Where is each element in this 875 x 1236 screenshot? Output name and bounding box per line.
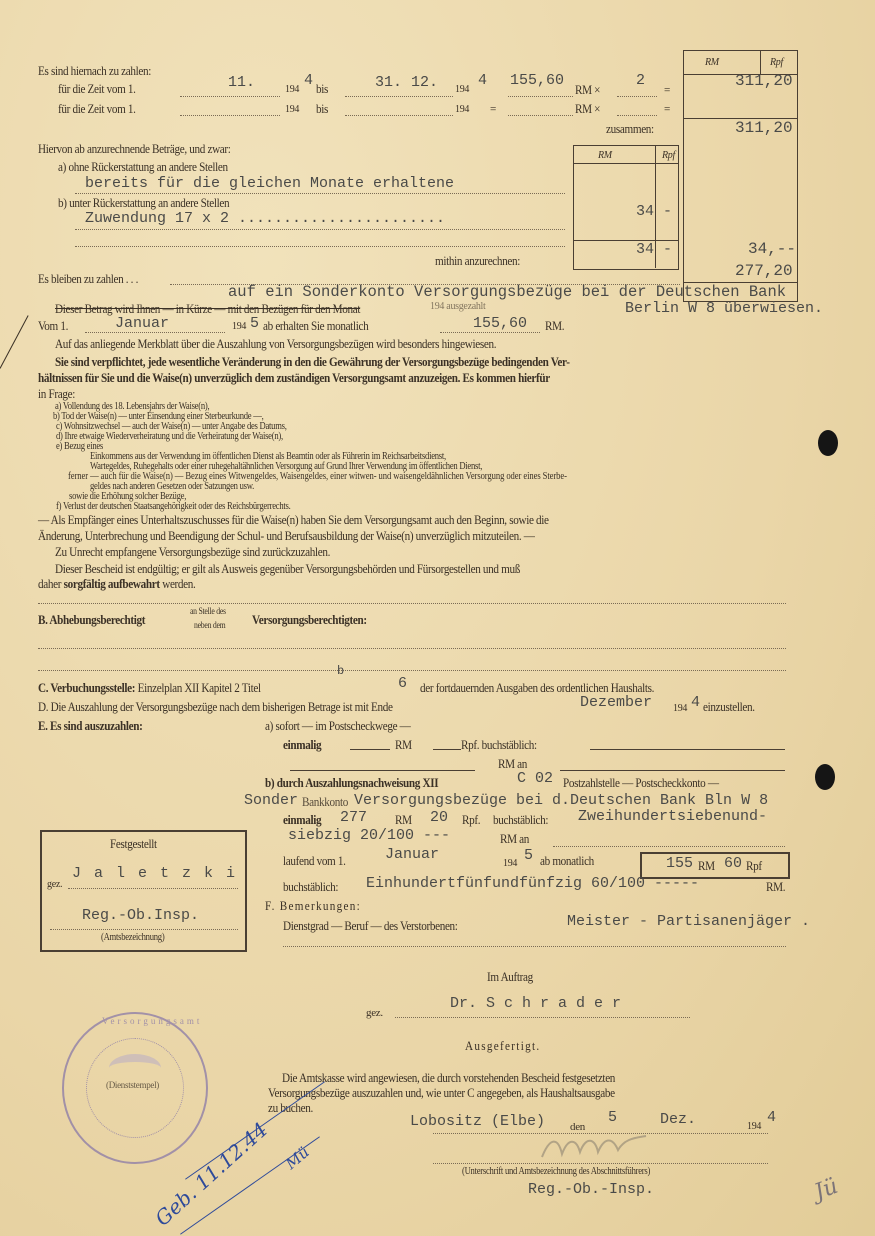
- amtskasse-line-3: zu buchen.: [268, 1100, 313, 1115]
- section-b-opt2[interactable]: neben dem: [194, 620, 226, 630]
- col-rpf: Rpf: [770, 57, 783, 68]
- row1-factor: 2: [636, 72, 646, 89]
- corner-initials: Jü: [811, 1173, 842, 1206]
- festgestellt-caption: (Amtsbezeichnung): [101, 932, 165, 943]
- vom-label: Vom 1.: [38, 318, 69, 333]
- duty-line-3: in Frage:: [38, 386, 75, 401]
- rm-a: RM: [395, 737, 412, 752]
- row1-total: 311,20: [735, 72, 793, 90]
- buch-label-2: buchstäblich:: [283, 879, 339, 894]
- section-b-label: B. Abhebungsberechtigt: [38, 612, 146, 627]
- betrag-text: Dieser Betrag wird Ihnen — in Kürze — mit den Bezügen für den Monat: [55, 301, 361, 316]
- year-prefix: 194: [285, 84, 300, 95]
- konto-label: Bankkonto: [302, 794, 348, 809]
- punch-hole: [818, 430, 838, 456]
- rm-x: RM ×: [575, 82, 601, 97]
- b-amount: 34 -: [636, 203, 673, 220]
- buch-typed-2: siebzig 20/100 ---: [288, 827, 451, 844]
- item: Wartegeldes, Ruhegehalts oder einer ruhegehaltähnlichen Versorgung auf Grund Ihrer Verwendung im öffentlichen Dienst,: [90, 461, 483, 472]
- item: a) Vollendung des 18. Lebensjahrs der Waise(n),: [55, 401, 210, 412]
- dienst-typed: Meister - Partisanenjäger .: [567, 913, 811, 930]
- merkblatt-note: Auf das anliegende Merkblatt über die Auszahlung von Versorgungsbezügen wird besonders hingewiesen.: [55, 336, 497, 351]
- einmalig-b: einmalig: [283, 812, 322, 827]
- empfaenger-line-1: — Als Empfänger eines Unterhaltszuschusses für die Waise(n) haben Sie dem Versorgungsamt auch den Beginn, sowie die: [38, 512, 549, 527]
- col-rm: RM: [705, 57, 719, 68]
- row1-from: 11.: [228, 74, 256, 91]
- rm-an-a: RM an: [498, 756, 528, 771]
- festgestellt-box: [40, 830, 247, 952]
- a-label: a) ohne Rückerstattung an andere Stellen: [58, 159, 228, 174]
- vom-rm: RM.: [545, 318, 565, 333]
- intro: Es sind hiernach zu zahlen:: [38, 63, 152, 78]
- signature-caption: (Unterschrift und Amtsbezeichnung des Abschnittsführers): [462, 1166, 651, 1177]
- buch-label-b: buchstäblich:: [493, 812, 549, 827]
- row1-from-year: 4: [304, 72, 314, 89]
- rm-b: RM: [395, 812, 412, 827]
- year-prefix: 194: [232, 321, 247, 332]
- equals: =: [664, 82, 670, 97]
- vom-month: Januar: [115, 315, 170, 332]
- buch2-typed: Einhundertfünfundfünfzig 60/100 -----: [366, 875, 700, 892]
- handwritten-initials: Mü: [281, 1143, 313, 1173]
- konto-typed: Versorgungsbezüge bei d.Deutschen Bank Bln W 8: [354, 792, 769, 809]
- year-prefix: 194: [455, 84, 470, 95]
- vom-text: ab erhalten Sie monatlich: [263, 318, 369, 333]
- section-d-year: 4: [691, 694, 701, 711]
- item: e) Bezug eines: [56, 441, 104, 452]
- amtskasse-line-1: Die Amtskasse wird angewiesen, die durch vorstehenden Bescheid festgesetzten: [282, 1070, 616, 1085]
- item: ferner — auch für die Waise(n) — Bezug eines Witwengeldes, Waisengeldes, einer witwen- und waisengeldähnlichen Versorgung oder eines Sterbe-: [68, 471, 567, 482]
- section-c-suffix: der fortdauernden Ausgaben des ordentlichen Haushalts.: [420, 680, 655, 695]
- item: c) Wohnsitzwechsel — auch der Waise(n) — unter Angabe des Datums,: [56, 421, 287, 432]
- margin-stroke: [0, 315, 29, 368]
- laufend-label: laufend vom 1.: [283, 853, 346, 868]
- month: Dez.: [660, 1111, 697, 1128]
- festgestellt-name: J a l e t z k i: [72, 865, 238, 882]
- signature-name: Dr. S c h r a d e r: [450, 995, 622, 1012]
- ausgefertigt: Ausgefertigt.: [465, 1038, 541, 1053]
- duty-line-2: hältnissen für Sie und die Waise(n) unverzüglich dem zuständigen Versorgungsamt anzuzeigen. Es kommen hierfür: [38, 370, 550, 385]
- year-prefix: 194: [285, 104, 300, 115]
- official-stamp: [62, 1012, 208, 1164]
- mithin-total: 34,--: [748, 240, 797, 258]
- row1-label: für die Zeit vom 1.: [58, 81, 136, 96]
- vom-year: 5: [250, 315, 260, 332]
- equals: =: [664, 101, 670, 116]
- bis-2: bis: [316, 101, 329, 116]
- laufend-month: Januar: [385, 846, 440, 863]
- festgestellt-title: Festgestellt: [110, 836, 157, 851]
- place: Lobositz (Elbe): [410, 1113, 546, 1130]
- konto-typed-prefix: Sonder: [244, 792, 299, 809]
- b-typed: Zuwendung 17 x 2 .......................: [85, 210, 446, 227]
- monatlich-label: ab monatlich: [540, 853, 594, 868]
- section-c-kap: b: [337, 664, 345, 678]
- laufend-year: 5: [524, 847, 534, 864]
- bescheid-line-2: daher sorgfältig aufbewahrt werden.: [38, 576, 196, 591]
- section-d-suffix: einzustellen.: [703, 699, 755, 714]
- section-c-titel: 6: [398, 675, 408, 692]
- monthly-rpf: 60: [724, 855, 743, 872]
- betrag-typed-1: auf ein Sonderkonto Versorgungsbezüge bei der Deutschen Bank: [228, 283, 787, 301]
- item: Einkommens aus der Verwendung im öffentlichen Dienst als Beamtin oder als Führerin im Reichsarbeitsdienst,: [90, 451, 446, 462]
- b-label: b) unter Rückerstattung an andere Stellen: [58, 195, 230, 210]
- row1-to: 31. 12.: [375, 74, 439, 91]
- section-d-text: D. Die Auszahlung der Versorgungsbezüge nach dem bisherigen Betrage ist mit Ende: [38, 699, 393, 714]
- den: den: [570, 1121, 585, 1133]
- item: d) Ihre etwaige Wiederverheiratung und die Verheiratung der Waise(n),: [56, 431, 283, 442]
- festgestellt-rank: Reg.-Ob.Insp.: [82, 907, 200, 924]
- item: geldes nach anderen Gesetzen oder Satzungen usw.: [90, 481, 255, 492]
- section-f-label: F. Bemerkungen:: [265, 898, 362, 913]
- equals: =: [490, 101, 496, 116]
- year-prefix: 194: [503, 858, 518, 869]
- stamp-label: (Dienststempel): [106, 1080, 159, 1090]
- zusammen-value: 311,20: [735, 119, 793, 137]
- zusammen-label: zusammen:: [606, 121, 654, 136]
- rm-x-2: RM ×: [575, 101, 601, 116]
- festgestellt-gez: gez.: [47, 879, 63, 890]
- item: sowie die Erhöhung solcher Bezüge,: [69, 491, 187, 502]
- row2-label: für die Zeit vom 1.: [58, 101, 136, 116]
- year-prefix: 194: [673, 703, 688, 714]
- rm-an-b: RM an: [500, 831, 530, 846]
- row1-to-year: 4: [478, 72, 488, 89]
- section-b-opt1[interactable]: an Stelle des: [190, 606, 226, 616]
- punch-hole: [815, 764, 835, 790]
- handwritten-note: Geb. 11.12.44: [150, 1117, 273, 1231]
- rm-end: RM.: [766, 879, 786, 894]
- rpf-b: Rpf.: [462, 812, 481, 827]
- bescheid-line-1: Dieser Bescheid ist endgültig; er gilt als Ausweis gegenüber Versorgungsbehörden und Fürsorgestellen und muß: [55, 561, 520, 576]
- amtskasse-line-2: Versorgungsbezüge auszuzahlen und, wie unter C angegeben, als Haushaltsausgabe: [268, 1085, 615, 1100]
- section-c: C. Verbuchungsstelle: Einzelplan XII Kapitel 2 Titel: [38, 680, 261, 695]
- duty-line-1: Sie sind verpflichtet, jede wesentliche Veränderung in den die Gewährung der Versorgungsbezüge bedingenden Ver-: [55, 354, 570, 369]
- section-e-b-typed: C 02: [517, 770, 554, 787]
- einmalig-rpf: 20: [430, 809, 449, 826]
- day: 5: [608, 1109, 618, 1126]
- eagle-icon: [109, 1054, 161, 1082]
- rpf-buch-a: Rpf. buchstäblich:: [461, 737, 537, 752]
- dienst-label: Dienstgrad — Beruf — des Verstorbenen:: [283, 918, 458, 933]
- col-rm-2: RM: [598, 150, 612, 161]
- stamp-ring-text: Versorgungsamt: [102, 1016, 203, 1026]
- bis: bis: [316, 81, 329, 96]
- buch-typed-1: Zweihundertsiebenund-: [578, 808, 768, 825]
- year: 4: [767, 1109, 777, 1126]
- mithin-value: 34 -: [636, 241, 673, 258]
- mithin-label: mithin anzurechnen:: [435, 253, 521, 268]
- remaining-value: 277,20: [735, 262, 793, 280]
- row1-amount: 155,60: [510, 72, 565, 89]
- section-e-b-suffix: Postzahlstelle — Postscheckkonto —: [563, 775, 719, 790]
- im-auftrag: Im Auftrag: [487, 969, 533, 984]
- unrecht-note: Zu Unrecht empfangene Versorgungsbezüge sind zurückzuzahlen.: [55, 544, 331, 559]
- year-prefix: 194: [747, 1121, 762, 1132]
- vom-amount: 155,60: [473, 315, 528, 332]
- section-e-b-label: b) durch Auszahlungsnachweisung XII: [265, 775, 439, 790]
- pencil-signature: [540, 1132, 650, 1162]
- betrag-suffix: 194 ausgezahlt: [430, 301, 486, 312]
- item: f) Verlust der deutschen Staatsangehörigkeit oder des Reichsbürgerrechts.: [56, 501, 291, 512]
- deductions-heading: Hiervon ab anzurechnende Beträge, und zwar:: [38, 141, 231, 156]
- year-prefix: 194: [455, 104, 470, 115]
- signature-gez: gez.: [366, 1007, 383, 1019]
- einmalig-rm: 277: [340, 809, 368, 826]
- amtskasse-rank: Reg.-Ob.-Insp.: [528, 1181, 655, 1198]
- item: b) Tod der Waise(n) — unter Einsendung einer Sterbeurkunde —,: [53, 411, 264, 422]
- empfaenger-line-2: Änderung, Unterbrechung und Beendigung der Schul- und Berufsausbildung der Waise(n) unverzüglich mitzuteilen. —: [38, 528, 535, 543]
- section-d-month: Dezember: [580, 694, 653, 711]
- betrag-typed-2: Berlin W 8 überwiesen.: [625, 300, 824, 317]
- col-rpf-2: Rpf: [662, 150, 675, 161]
- monthly-rpf-label: Rpf: [746, 858, 762, 873]
- einmalig-a: einmalig: [283, 737, 322, 752]
- remaining-label: Es bleiben zu zahlen . . .: [38, 271, 139, 286]
- monthly-rm-label: RM: [698, 858, 715, 873]
- a-typed: bereits für die gleichen Monate erhaltene: [85, 175, 455, 192]
- section-b-suffix: Versorgungsberechtigten:: [252, 612, 367, 627]
- monthly-rm: 155: [666, 855, 694, 872]
- section-e-a-label: a) sofort — im Postscheckwege —: [265, 718, 411, 733]
- section-e-label: E. Es sind auszuzahlen:: [38, 718, 143, 733]
